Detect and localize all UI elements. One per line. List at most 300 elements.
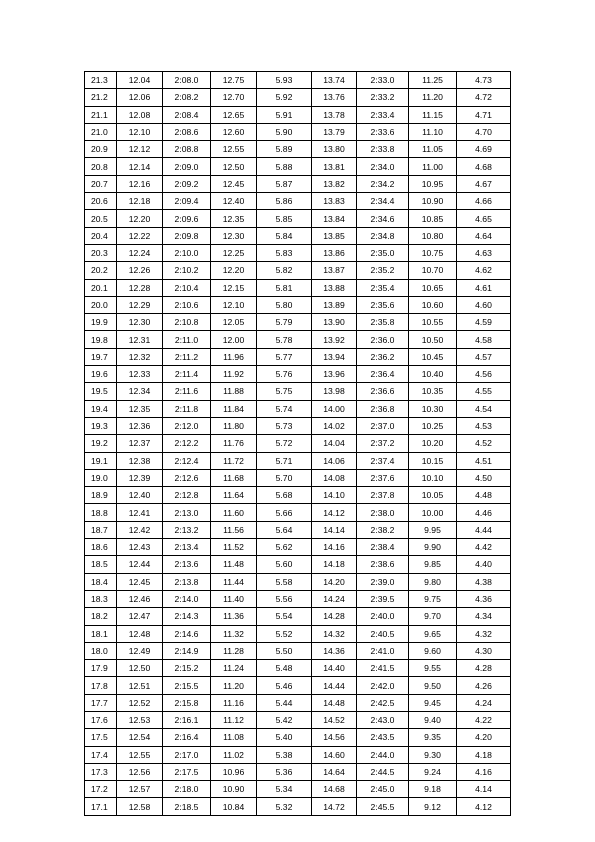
table-cell: 12.55 bbox=[211, 141, 257, 158]
table-cell: 12.45 bbox=[211, 175, 257, 192]
table-cell: 20.4 bbox=[85, 227, 117, 244]
table-cell: 4.44 bbox=[457, 521, 511, 538]
table-cell: 4.46 bbox=[457, 504, 511, 521]
table-row bbox=[85, 556, 511, 573]
table-row bbox=[85, 296, 511, 313]
table-cell: 2:12.8 bbox=[163, 487, 211, 504]
table-cell: 14.40 bbox=[312, 660, 357, 677]
table-cell: 17.3 bbox=[85, 763, 117, 780]
table-cell: 2:37.2 bbox=[357, 435, 409, 452]
table-cell: 2:12.6 bbox=[163, 469, 211, 486]
table-cell: 5.83 bbox=[257, 244, 312, 261]
table-cell: 13.98 bbox=[312, 383, 357, 400]
table-cell: 21.0 bbox=[85, 123, 117, 140]
table-cell: 4.64 bbox=[457, 227, 511, 244]
table-cell: 5.56 bbox=[257, 590, 312, 607]
table-cell: 2:14.6 bbox=[163, 625, 211, 642]
table-cell: 5.73 bbox=[257, 417, 312, 434]
table-cell: 4.54 bbox=[457, 400, 511, 417]
table-cell: 12.36 bbox=[117, 417, 163, 434]
table-cell: 4.63 bbox=[457, 244, 511, 261]
table-cell: 2:09.2 bbox=[163, 175, 211, 192]
table-cell: 5.60 bbox=[257, 556, 312, 573]
table-row bbox=[85, 798, 511, 815]
table-row bbox=[85, 729, 511, 746]
table-cell: 19.7 bbox=[85, 348, 117, 365]
table-cell: 10.60 bbox=[409, 296, 457, 313]
table-cell: 4.26 bbox=[457, 677, 511, 694]
table-cell: 12.56 bbox=[117, 763, 163, 780]
table-cell: 5.85 bbox=[257, 210, 312, 227]
table-cell: 11.32 bbox=[211, 625, 257, 642]
table-cell: 5.32 bbox=[257, 798, 312, 815]
table-cell: 9.80 bbox=[409, 573, 457, 590]
table-cell: 12.54 bbox=[117, 729, 163, 746]
table-cell: 13.82 bbox=[312, 175, 357, 192]
table-cell: 2:13.2 bbox=[163, 521, 211, 538]
table-cell: 2:36.6 bbox=[357, 383, 409, 400]
table-cell: 2:38.0 bbox=[357, 504, 409, 521]
table-cell: 4.70 bbox=[457, 123, 511, 140]
table-cell: 2:13.0 bbox=[163, 504, 211, 521]
table-cell: 12.24 bbox=[117, 244, 163, 261]
table-cell: 14.00 bbox=[312, 400, 357, 417]
table-cell: 5.77 bbox=[257, 348, 312, 365]
table-cell: 14.10 bbox=[312, 487, 357, 504]
table-cell: 2:08.4 bbox=[163, 106, 211, 123]
table-cell: 2:37.4 bbox=[357, 452, 409, 469]
table-cell: 2:35.4 bbox=[357, 279, 409, 296]
table-cell: 2:40.5 bbox=[357, 625, 409, 642]
table-cell: 2:13.8 bbox=[163, 573, 211, 590]
table-cell: 2:37.0 bbox=[357, 417, 409, 434]
table-cell: 12.10 bbox=[117, 123, 163, 140]
table-cell: 20.2 bbox=[85, 262, 117, 279]
table-cell: 2:17.0 bbox=[163, 746, 211, 763]
table-cell: 18.7 bbox=[85, 521, 117, 538]
table-cell: 13.79 bbox=[312, 123, 357, 140]
table-cell: 10.85 bbox=[409, 210, 457, 227]
table-cell: 2:08.6 bbox=[163, 123, 211, 140]
table-cell: 2:11.4 bbox=[163, 366, 211, 383]
table-cell: 19.8 bbox=[85, 331, 117, 348]
table-cell: 12.15 bbox=[211, 279, 257, 296]
table-cell: 2:16.1 bbox=[163, 711, 211, 728]
table-cell: 11.00 bbox=[409, 158, 457, 175]
table-cell: 12.58 bbox=[117, 798, 163, 815]
table-cell: 4.56 bbox=[457, 366, 511, 383]
table-cell: 12.12 bbox=[117, 141, 163, 158]
table-cell: 4.30 bbox=[457, 642, 511, 659]
table-cell: 9.90 bbox=[409, 539, 457, 556]
table-cell: 5.74 bbox=[257, 400, 312, 417]
table-cell: 12.57 bbox=[117, 781, 163, 798]
table-cell: 2:14.0 bbox=[163, 590, 211, 607]
table-cell: 19.3 bbox=[85, 417, 117, 434]
table-cell: 10.25 bbox=[409, 417, 457, 434]
table-row bbox=[85, 366, 511, 383]
score-table bbox=[84, 71, 511, 816]
table-cell: 12.40 bbox=[211, 193, 257, 210]
table-cell: 11.02 bbox=[211, 746, 257, 763]
table-cell: 4.42 bbox=[457, 539, 511, 556]
table-cell: 14.28 bbox=[312, 608, 357, 625]
table-cell: 11.05 bbox=[409, 141, 457, 158]
table-cell: 19.9 bbox=[85, 314, 117, 331]
table-cell: 5.78 bbox=[257, 331, 312, 348]
table-cell: 13.84 bbox=[312, 210, 357, 227]
table-cell: 12.20 bbox=[211, 262, 257, 279]
table-cell: 4.40 bbox=[457, 556, 511, 573]
table-cell: 12.05 bbox=[211, 314, 257, 331]
table-cell: 9.55 bbox=[409, 660, 457, 677]
table-row bbox=[85, 746, 511, 763]
table-row bbox=[85, 123, 511, 140]
table-cell: 13.88 bbox=[312, 279, 357, 296]
table-cell: 12.41 bbox=[117, 504, 163, 521]
table-cell: 12.30 bbox=[211, 227, 257, 244]
table-cell: 2:35.8 bbox=[357, 314, 409, 331]
table-cell: 12.32 bbox=[117, 348, 163, 365]
table-cell: 19.5 bbox=[85, 383, 117, 400]
table-row bbox=[85, 487, 511, 504]
table-cell: 4.34 bbox=[457, 608, 511, 625]
table-row bbox=[85, 210, 511, 227]
table-cell: 12.46 bbox=[117, 590, 163, 607]
table-cell: 12.50 bbox=[117, 660, 163, 677]
table-cell: 10.50 bbox=[409, 331, 457, 348]
table-cell: 12.47 bbox=[117, 608, 163, 625]
table-cell: 11.08 bbox=[211, 729, 257, 746]
table-cell: 2:12.4 bbox=[163, 452, 211, 469]
table-cell: 5.38 bbox=[257, 746, 312, 763]
table-cell: 12.08 bbox=[117, 106, 163, 123]
table-cell: 2:34.8 bbox=[357, 227, 409, 244]
table-row bbox=[85, 314, 511, 331]
table-cell: 2:10.2 bbox=[163, 262, 211, 279]
table-cell: 4.62 bbox=[457, 262, 511, 279]
table-cell: 2:40.0 bbox=[357, 608, 409, 625]
table-cell: 2:15.2 bbox=[163, 660, 211, 677]
table-cell: 20.3 bbox=[85, 244, 117, 261]
table-cell: 4.69 bbox=[457, 141, 511, 158]
table-cell: 20.9 bbox=[85, 141, 117, 158]
table-cell: 2:43.5 bbox=[357, 729, 409, 746]
table-cell: 12.53 bbox=[117, 711, 163, 728]
table-cell: 20.6 bbox=[85, 193, 117, 210]
table-cell: 2:39.5 bbox=[357, 590, 409, 607]
table-cell: 21.1 bbox=[85, 106, 117, 123]
table-cell: 11.10 bbox=[409, 123, 457, 140]
table-cell: 5.48 bbox=[257, 660, 312, 677]
table-cell: 10.20 bbox=[409, 435, 457, 452]
table-cell: 11.48 bbox=[211, 556, 257, 573]
table-cell: 2:12.0 bbox=[163, 417, 211, 434]
table-cell: 17.1 bbox=[85, 798, 117, 815]
table-cell: 10.45 bbox=[409, 348, 457, 365]
table-cell: 14.44 bbox=[312, 677, 357, 694]
table-cell: 11.24 bbox=[211, 660, 257, 677]
table-cell: 13.90 bbox=[312, 314, 357, 331]
table-cell: 12.75 bbox=[211, 72, 257, 89]
table-cell: 20.7 bbox=[85, 175, 117, 192]
table-row bbox=[85, 573, 511, 590]
table-cell: 2:33.4 bbox=[357, 106, 409, 123]
table-cell: 4.65 bbox=[457, 210, 511, 227]
table-cell: 2:17.5 bbox=[163, 763, 211, 780]
table-cell: 13.94 bbox=[312, 348, 357, 365]
table-cell: 10.75 bbox=[409, 244, 457, 261]
table-cell: 12.30 bbox=[117, 314, 163, 331]
table-cell: 13.76 bbox=[312, 89, 357, 106]
table-cell: 12.00 bbox=[211, 331, 257, 348]
table-cell: 2:09.4 bbox=[163, 193, 211, 210]
table-cell: 4.24 bbox=[457, 694, 511, 711]
table-cell: 11.12 bbox=[211, 711, 257, 728]
table-cell: 10.95 bbox=[409, 175, 457, 192]
table-cell: 18.0 bbox=[85, 642, 117, 659]
table-cell: 14.60 bbox=[312, 746, 357, 763]
table-cell: 11.36 bbox=[211, 608, 257, 625]
table-cell: 12.10 bbox=[211, 296, 257, 313]
table-row bbox=[85, 89, 511, 106]
table-cell: 2:09.6 bbox=[163, 210, 211, 227]
table-cell: 14.36 bbox=[312, 642, 357, 659]
table-body bbox=[85, 72, 511, 816]
table-cell: 12.50 bbox=[211, 158, 257, 175]
table-cell: 12.38 bbox=[117, 452, 163, 469]
table-cell: 5.75 bbox=[257, 383, 312, 400]
table-cell: 14.24 bbox=[312, 590, 357, 607]
table-cell: 12.49 bbox=[117, 642, 163, 659]
table-cell: 20.1 bbox=[85, 279, 117, 296]
table-cell: 9.50 bbox=[409, 677, 457, 694]
table-cell: 18.3 bbox=[85, 590, 117, 607]
table-row bbox=[85, 677, 511, 694]
table-cell: 5.42 bbox=[257, 711, 312, 728]
table-cell: 18.5 bbox=[85, 556, 117, 573]
table-cell: 5.90 bbox=[257, 123, 312, 140]
table-cell: 4.72 bbox=[457, 89, 511, 106]
table-cell: 5.44 bbox=[257, 694, 312, 711]
table-cell: 11.40 bbox=[211, 590, 257, 607]
table-cell: 11.72 bbox=[211, 452, 257, 469]
table-row bbox=[85, 504, 511, 521]
table-cell: 5.93 bbox=[257, 72, 312, 89]
table-cell: 5.82 bbox=[257, 262, 312, 279]
table-cell: 5.92 bbox=[257, 89, 312, 106]
table-cell: 2:41.0 bbox=[357, 642, 409, 659]
table-cell: 11.64 bbox=[211, 487, 257, 504]
table-cell: 17.7 bbox=[85, 694, 117, 711]
table-row bbox=[85, 193, 511, 210]
table-cell: 2:11.8 bbox=[163, 400, 211, 417]
table-cell: 2:33.2 bbox=[357, 89, 409, 106]
table-cell: 9.24 bbox=[409, 763, 457, 780]
table-cell: 2:08.0 bbox=[163, 72, 211, 89]
table-cell: 10.90 bbox=[409, 193, 457, 210]
table-cell: 5.71 bbox=[257, 452, 312, 469]
table-cell: 4.61 bbox=[457, 279, 511, 296]
table-row bbox=[85, 141, 511, 158]
table-cell: 13.83 bbox=[312, 193, 357, 210]
table-cell: 2:45.5 bbox=[357, 798, 409, 815]
table-cell: 12.34 bbox=[117, 383, 163, 400]
table-cell: 14.12 bbox=[312, 504, 357, 521]
table-row bbox=[85, 227, 511, 244]
table-cell: 14.20 bbox=[312, 573, 357, 590]
table-cell: 17.8 bbox=[85, 677, 117, 694]
table-cell: 5.36 bbox=[257, 763, 312, 780]
table-row bbox=[85, 763, 511, 780]
table-cell: 10.96 bbox=[211, 763, 257, 780]
table-cell: 19.2 bbox=[85, 435, 117, 452]
table-cell: 2:13.4 bbox=[163, 539, 211, 556]
table-row bbox=[85, 521, 511, 538]
table-cell: 11.52 bbox=[211, 539, 257, 556]
table-cell: 5.52 bbox=[257, 625, 312, 642]
table-cell: 10.84 bbox=[211, 798, 257, 815]
table-cell: 9.18 bbox=[409, 781, 457, 798]
table-cell: 4.38 bbox=[457, 573, 511, 590]
table-row bbox=[85, 539, 511, 556]
table-cell: 5.64 bbox=[257, 521, 312, 538]
table-row bbox=[85, 383, 511, 400]
table-cell: 14.32 bbox=[312, 625, 357, 642]
table-cell: 2:33.6 bbox=[357, 123, 409, 140]
table-cell: 2:38.2 bbox=[357, 521, 409, 538]
table-cell: 5.72 bbox=[257, 435, 312, 452]
table-cell: 13.81 bbox=[312, 158, 357, 175]
table-cell: 2:14.3 bbox=[163, 608, 211, 625]
table-cell: 11.80 bbox=[211, 417, 257, 434]
table-cell: 10.90 bbox=[211, 781, 257, 798]
table-cell: 5.79 bbox=[257, 314, 312, 331]
table-row bbox=[85, 711, 511, 728]
table-cell: 5.88 bbox=[257, 158, 312, 175]
table-cell: 12.18 bbox=[117, 193, 163, 210]
table-cell: 2:35.2 bbox=[357, 262, 409, 279]
table-cell: 2:10.4 bbox=[163, 279, 211, 296]
table-cell: 5.86 bbox=[257, 193, 312, 210]
table-cell: 2:36.8 bbox=[357, 400, 409, 417]
table-cell: 13.86 bbox=[312, 244, 357, 261]
table-cell: 9.95 bbox=[409, 521, 457, 538]
table-cell: 20.5 bbox=[85, 210, 117, 227]
table-cell: 2:18.5 bbox=[163, 798, 211, 815]
table-cell: 11.56 bbox=[211, 521, 257, 538]
table-cell: 10.05 bbox=[409, 487, 457, 504]
table-cell: 5.84 bbox=[257, 227, 312, 244]
table-cell: 4.28 bbox=[457, 660, 511, 677]
table-cell: 4.36 bbox=[457, 590, 511, 607]
table-cell: 2:34.2 bbox=[357, 175, 409, 192]
table-cell: 9.60 bbox=[409, 642, 457, 659]
table-cell: 11.16 bbox=[211, 694, 257, 711]
table-cell: 12.70 bbox=[211, 89, 257, 106]
table-cell: 18.6 bbox=[85, 539, 117, 556]
table-cell: 17.5 bbox=[85, 729, 117, 746]
table-cell: 19.0 bbox=[85, 469, 117, 486]
table-cell: 9.40 bbox=[409, 711, 457, 728]
table-cell: 14.02 bbox=[312, 417, 357, 434]
table-cell: 5.62 bbox=[257, 539, 312, 556]
table-cell: 4.55 bbox=[457, 383, 511, 400]
table-cell: 5.40 bbox=[257, 729, 312, 746]
table-cell: 4.50 bbox=[457, 469, 511, 486]
table-cell: 2:08.8 bbox=[163, 141, 211, 158]
table-cell: 12.16 bbox=[117, 175, 163, 192]
table-cell: 2:33.8 bbox=[357, 141, 409, 158]
table-row bbox=[85, 417, 511, 434]
table-cell: 18.4 bbox=[85, 573, 117, 590]
table-cell: 2:35.0 bbox=[357, 244, 409, 261]
table-cell: 12.45 bbox=[117, 573, 163, 590]
table-cell: 12.55 bbox=[117, 746, 163, 763]
table-cell: 12.26 bbox=[117, 262, 163, 279]
table-cell: 4.20 bbox=[457, 729, 511, 746]
table-cell: 2:15.5 bbox=[163, 677, 211, 694]
table-cell: 11.25 bbox=[409, 72, 457, 89]
table-cell: 5.66 bbox=[257, 504, 312, 521]
table-cell: 2:12.2 bbox=[163, 435, 211, 452]
table-cell: 12.25 bbox=[211, 244, 257, 261]
table-cell: 18.2 bbox=[85, 608, 117, 625]
table-cell: 2:09.0 bbox=[163, 158, 211, 175]
table-row bbox=[85, 158, 511, 175]
table-row bbox=[85, 400, 511, 417]
table-row bbox=[85, 106, 511, 123]
table-cell: 2:34.0 bbox=[357, 158, 409, 175]
table-cell: 12.31 bbox=[117, 331, 163, 348]
table-cell: 2:11.2 bbox=[163, 348, 211, 365]
table-row bbox=[85, 435, 511, 452]
table-cell: 2:18.0 bbox=[163, 781, 211, 798]
table-row bbox=[85, 452, 511, 469]
table-cell: 10.30 bbox=[409, 400, 457, 417]
table-cell: 10.15 bbox=[409, 452, 457, 469]
table-cell: 10.40 bbox=[409, 366, 457, 383]
table-cell: 4.18 bbox=[457, 746, 511, 763]
table-cell: 4.16 bbox=[457, 763, 511, 780]
table-cell: 4.14 bbox=[457, 781, 511, 798]
table-cell: 2:36.2 bbox=[357, 348, 409, 365]
table-row bbox=[85, 72, 511, 89]
table-row bbox=[85, 244, 511, 261]
table-cell: 4.60 bbox=[457, 296, 511, 313]
table-cell: 11.68 bbox=[211, 469, 257, 486]
table-cell: 12.42 bbox=[117, 521, 163, 538]
table-cell: 2:41.5 bbox=[357, 660, 409, 677]
table-cell: 2:10.0 bbox=[163, 244, 211, 261]
table-cell: 21.2 bbox=[85, 89, 117, 106]
table-cell: 12.04 bbox=[117, 72, 163, 89]
table-cell: 12.22 bbox=[117, 227, 163, 244]
table-cell: 10.00 bbox=[409, 504, 457, 521]
table-cell: 9.35 bbox=[409, 729, 457, 746]
table-cell: 14.16 bbox=[312, 539, 357, 556]
table-cell: 2:38.4 bbox=[357, 539, 409, 556]
table-cell: 13.85 bbox=[312, 227, 357, 244]
table-cell: 12.60 bbox=[211, 123, 257, 140]
table-cell: 13.80 bbox=[312, 141, 357, 158]
table-cell: 13.92 bbox=[312, 331, 357, 348]
table-cell: 5.46 bbox=[257, 677, 312, 694]
table-cell: 14.72 bbox=[312, 798, 357, 815]
table-cell: 10.80 bbox=[409, 227, 457, 244]
table-cell: 14.68 bbox=[312, 781, 357, 798]
table-row bbox=[85, 279, 511, 296]
